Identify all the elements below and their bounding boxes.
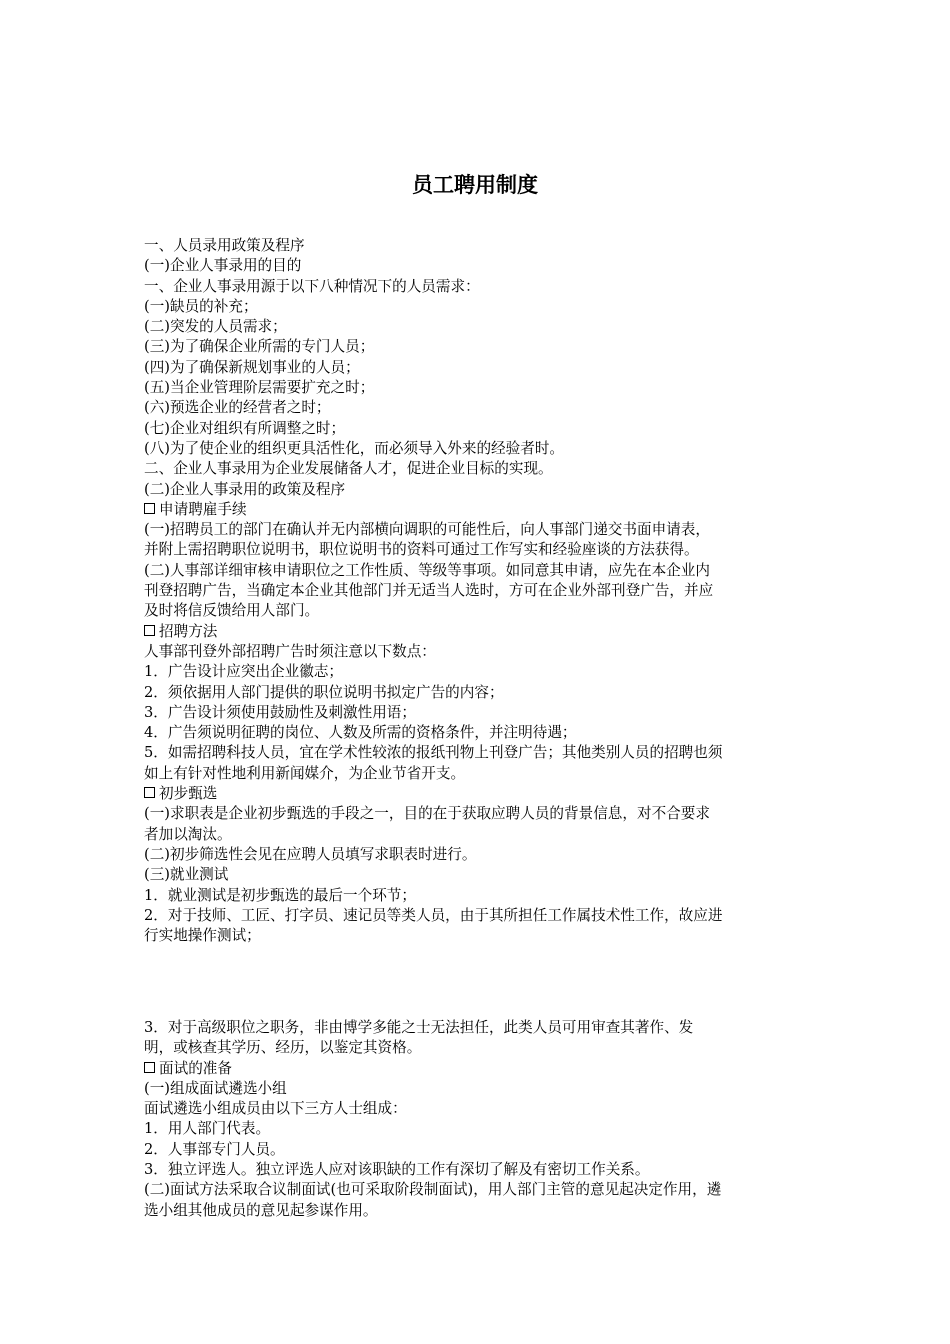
document-title: 员工聘用制度: [412, 173, 538, 197]
text-line: 一、企业人事录用源于以下八种情况下的人员需求：: [144, 277, 480, 295]
list-item: 1．就业测试是初步甄选的最后一个环节；: [144, 886, 416, 904]
text-line: 二、企业人事录用为企业发展储备人才，促进企业目标的实现。: [144, 460, 553, 478]
list-item: 3．广告设计须使用鼓励性及刺激性用语；: [144, 703, 416, 721]
list-item: 2．须依据用人部门提供的职位说明书拟定广告的内容；: [144, 683, 504, 701]
section-heading-interview: 面试的准备: [144, 1059, 812, 1079]
paragraph-apply-1: (一)招聘员工的部门在确认并无内部横向调职的可能性后，向人事部门递交书面申请表， 并附上需招聘职位说明书，职位说明书的资料可通过工作写实和经验座谈的方法获得。: [144, 521, 710, 559]
list-item: (六)预选企业的经营者之时；: [144, 399, 331, 417]
list-item: 4．广告须说明征聘的岗位、人数及所需的资格条件，并注明待遇；: [144, 724, 577, 742]
text-line: 人事部刊登外部招聘广告时须注意以下数点：: [144, 642, 436, 660]
paragraph-apply-2: (二)人事部详细审核申请职位之工作性质、等级等事项。如同意其申请，应先在本企业内 刊登招聘广告，当确定本企业其他部门并无适当人选时，方可在企业外部刊登广告，并应 及时将信反馈给用人部门。: [144, 561, 714, 620]
paragraph-screening-1: (一)求职表是企业初步甄选的手段之一，目的在于获取应聘人员的背景信息，对不合要求 者加以淘汰。: [144, 805, 710, 843]
document-body-part-1: [144, 236, 812, 946]
paragraph-test-2: 2．对于技师、工匠、打字员、速记员等类人员，由于其所担任工作属技术性工作，故应进 行实地操作测试；: [144, 906, 723, 945]
section-heading-apply: 申请聘雇手续: [144, 500, 812, 520]
text-line: (二)初步筛选性会见在应聘人员填写求职表时进行。: [144, 845, 477, 863]
checkbox-square-icon: [144, 787, 155, 798]
document-body-part-2: [144, 1018, 812, 1221]
list-item: (四)为了确保新规划事业的人员；: [144, 358, 360, 376]
list-item: 1．用人部门代表。: [144, 1120, 271, 1138]
list-item: (八)为了使企业的组织更具活性化，而必须导入外来的经验者时。: [144, 439, 565, 457]
subheading-employment-test: (三)就业测试: [144, 866, 229, 884]
paragraph-interview-2: (二)面试方法采取合议制面试(也可采取阶段制面试)，用人部门主管的意见起决定作用，遴 选小组其他成员的意见起参谋作用。: [144, 1181, 722, 1219]
list-item: (一)缺员的补充；: [144, 297, 258, 315]
text-line: 面试遴选小组成员由以下三方人士组成：: [144, 1100, 407, 1118]
list-item: (五)当企业管理阶层需要扩充之时；: [144, 379, 375, 397]
section-heading-method: 招聘方法: [144, 622, 812, 642]
checkbox-square-icon: [144, 503, 155, 514]
paragraph-test-3: 3．对于高级职位之职务，非由博学多能之士无法担任，此类人员可用审查其著作、发 明，或核查其学历、经历，以鉴定其资格。: [144, 1019, 694, 1057]
list-item: 3．独立评选人。独立评选人应对该职缺的工作有深切了解及有密切工作关系。: [144, 1161, 650, 1179]
subheading-interview-panel: (一)组成面试遴选小组: [144, 1079, 287, 1097]
checkbox-square-icon: [144, 625, 155, 636]
list-item: (二)突发的人员需求；: [144, 318, 287, 336]
list-item: (三)为了确保企业所需的专门人员；: [144, 338, 375, 356]
paragraph-method-5: 5．如需招聘科技人员，宜在学术性较浓的报纸刊物上刊登广告；其他类别人员的招聘也须 如上有针对性地利用新闻媒介，为企业节省开支。: [144, 744, 723, 782]
section-heading-screening: 初步甄选: [144, 784, 812, 804]
subheading-recruitment-procedure: (二)企业人事录用的政策及程序: [144, 480, 346, 498]
list-item: 2．人事部专门人员。: [144, 1140, 285, 1158]
list-item: 1．广告设计应突出企业徽志；: [144, 663, 344, 681]
checkbox-square-icon: [144, 1062, 155, 1073]
heading-recruitment-policy: 一、人员录用政策及程序: [144, 237, 305, 254]
list-item: (七)企业对组织有所调整之时；: [144, 419, 346, 437]
subheading-recruitment-purpose: (一)企业人事录用的目的: [144, 257, 302, 275]
